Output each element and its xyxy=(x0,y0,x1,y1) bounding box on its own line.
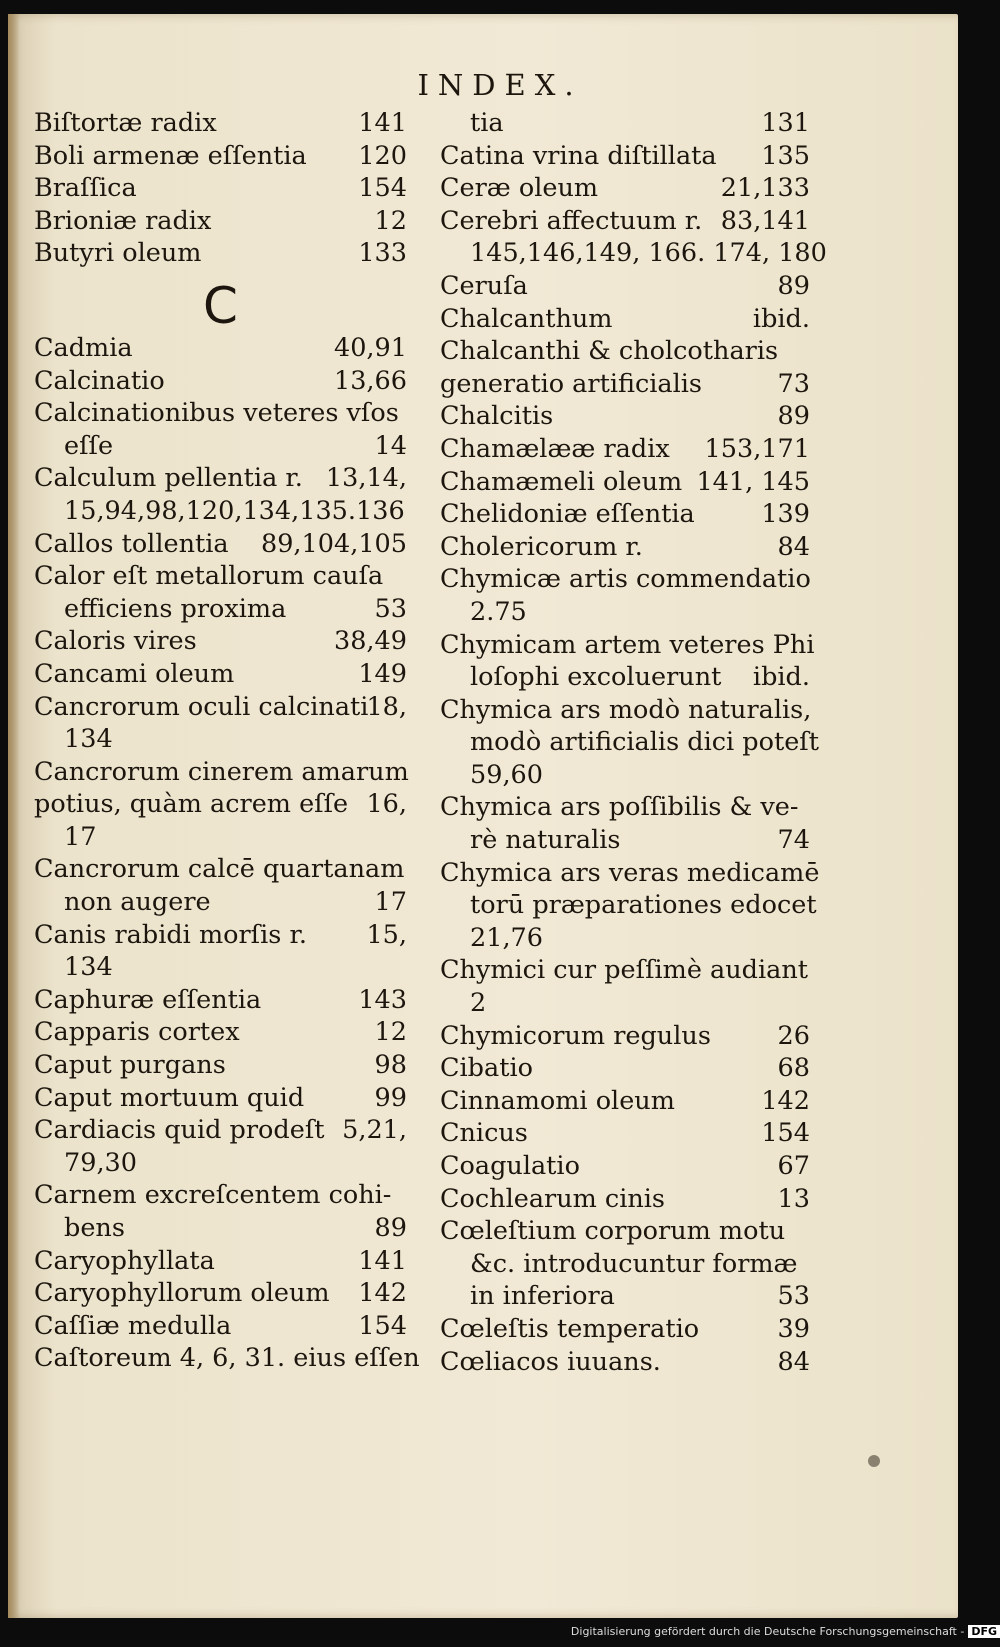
entry-page-numbers: 84 xyxy=(777,531,810,562)
index-entry xyxy=(34,237,407,270)
index-entry xyxy=(440,466,810,499)
entry-term: 134 xyxy=(64,724,113,755)
entry-term: Chalcitis xyxy=(440,401,554,432)
entry-page-numbers: 83,141 xyxy=(720,205,810,236)
entry-page-numbers: 84 xyxy=(777,1346,810,1377)
index-entry xyxy=(34,172,407,205)
entry-term: Chymicam artem veteres Phi xyxy=(440,629,815,660)
entry-term: Ceruſa xyxy=(440,270,528,301)
entry-term: torū præparationes edocet xyxy=(470,890,817,921)
entry-term: Cadmia xyxy=(34,332,133,363)
index-entry xyxy=(440,1183,810,1216)
entry-term: 2 xyxy=(470,988,487,1019)
index-entry xyxy=(34,821,407,854)
entry-term: Chamæmeli oleum xyxy=(440,466,683,497)
index-entry xyxy=(440,368,810,401)
entry-term: non augere xyxy=(64,887,211,918)
entry-term: Caſſiæ medulla xyxy=(34,1310,232,1341)
index-entry xyxy=(34,625,407,658)
entry-term: Ceræ oleum xyxy=(440,173,599,204)
entry-term: Chelidoniæ eſſentia xyxy=(440,499,695,530)
index-entry xyxy=(34,756,407,789)
entry-term: 21,76 xyxy=(470,922,544,953)
index-entry xyxy=(440,629,815,662)
entry-page-numbers: 98 xyxy=(374,1050,407,1081)
entry-page-numbers: 141, 145 xyxy=(696,466,810,497)
entry-page-numbers: 40,91 xyxy=(333,332,407,363)
entry-term: Boli armenæ eſſentia xyxy=(34,140,307,171)
entry-term: Chymica ars modò naturalis, xyxy=(440,694,812,725)
index-entry xyxy=(440,140,810,173)
entry-term: Braſſica xyxy=(34,173,137,204)
entry-page-numbers: 141 xyxy=(358,108,407,138)
entry-page-numbers: 154 xyxy=(358,173,407,204)
entry-term: 15,94,98,120,134,135.136 xyxy=(64,495,405,526)
entry-term: Cœliacos iuuans. xyxy=(440,1346,661,1377)
entry-page-numbers: 120 xyxy=(358,140,407,171)
entry-term: Cancrorum calcē quartanam xyxy=(34,854,405,885)
index-entry xyxy=(440,205,810,238)
index-entry xyxy=(440,400,810,433)
index-entry xyxy=(34,1049,407,1082)
entry-term: Brioniæ radix xyxy=(34,205,212,236)
entry-page-numbers: 73 xyxy=(777,368,810,399)
entry-term: Caput purgans xyxy=(34,1050,226,1081)
index-entry xyxy=(34,560,407,593)
entry-page-numbers: 21,133 xyxy=(720,173,810,204)
entry-page-numbers: 131 xyxy=(761,108,810,138)
index-entry xyxy=(34,691,407,724)
index-entry xyxy=(440,1248,810,1281)
index-entry xyxy=(34,951,407,984)
entry-term: Chymica ars poſſibilis & ve- xyxy=(440,792,799,823)
index-entry xyxy=(440,172,810,205)
entry-term: Chamælææ radix xyxy=(440,433,670,464)
entry-term: Cancrorum oculi calcinati xyxy=(34,691,369,722)
entry-term: Butyri oleum xyxy=(34,238,202,269)
entry-term: Chymicæ artis commendatio xyxy=(440,564,811,595)
entry-term: Caryophyllata xyxy=(34,1245,215,1276)
entry-term: Caloris vires xyxy=(34,626,197,657)
entry-term: 79,30 xyxy=(64,1147,138,1178)
index-entry xyxy=(440,1215,810,1248)
index-entry xyxy=(34,919,407,952)
index-entry xyxy=(440,107,810,140)
left-index-column xyxy=(34,107,420,1375)
entry-term: Cnicus xyxy=(440,1118,528,1149)
entry-page-numbers: 53 xyxy=(374,593,407,624)
entry-term: bens xyxy=(64,1213,125,1243)
index-entry xyxy=(440,694,810,727)
index-entry xyxy=(34,1114,407,1147)
entry-term: Calcinationibus veteres vſos xyxy=(34,398,399,429)
index-entry xyxy=(34,886,407,919)
entry-term: Cerebri affectuum r. xyxy=(440,205,703,236)
index-entry xyxy=(34,1016,407,1049)
entry-page-numbers: 142 xyxy=(761,1085,810,1116)
index-entry xyxy=(440,531,810,564)
index-entry xyxy=(34,593,407,626)
index-entry xyxy=(34,1212,407,1245)
entry-page-numbers: 154 xyxy=(761,1118,810,1149)
entry-term: Chalcanthi & cholcotharis xyxy=(440,336,779,367)
index-entry xyxy=(34,1245,407,1278)
entry-page-numbers: 12 xyxy=(374,1017,407,1048)
entry-page-numbers: ibid. xyxy=(752,303,810,334)
entry-term: generatio artificialis xyxy=(440,368,703,399)
index-entry xyxy=(440,335,810,368)
entry-term: Cancami oleum xyxy=(34,658,235,689)
entry-page-numbers: 149 xyxy=(358,658,407,689)
entry-page-numbers: 89 xyxy=(374,1213,407,1243)
index-entry xyxy=(34,1310,407,1343)
index-entry xyxy=(34,107,407,140)
index-entry xyxy=(34,1147,407,1180)
entry-term: Cholericorum r. xyxy=(440,531,643,562)
index-entry xyxy=(440,596,810,629)
index-entry xyxy=(34,140,407,173)
page-header: INDEX. xyxy=(417,68,583,102)
entry-page-numbers: 141 xyxy=(358,1245,407,1276)
entry-term: Carnem excreſcentem cohi- xyxy=(34,1180,392,1211)
index-entry xyxy=(34,1179,407,1212)
entry-term: Calculum pellentia r. xyxy=(34,463,303,494)
entry-term: eſſe xyxy=(64,430,114,461)
entry-page-numbers: 135 xyxy=(761,140,810,171)
index-entry xyxy=(440,987,810,1020)
index-entry xyxy=(34,1082,407,1115)
entry-page-numbers: 143 xyxy=(358,984,407,1015)
entry-term: Caput mortuum quid xyxy=(34,1082,305,1113)
page-spine-shadow xyxy=(8,14,20,1618)
index-entry xyxy=(440,1313,810,1346)
footer-credit xyxy=(0,1625,1000,1638)
index-entry xyxy=(34,430,407,463)
entry-term: Calcinatio xyxy=(34,365,165,396)
entry-term: tia xyxy=(470,108,504,138)
entry-term: 134 xyxy=(64,952,113,983)
entry-term: potius, quàm acrem eſſe xyxy=(34,789,349,820)
index-entry xyxy=(34,658,407,691)
entry-page-numbers: 5,21, xyxy=(342,1115,407,1146)
entry-term: Cœleſtis temperatio xyxy=(440,1313,700,1344)
index-entry xyxy=(34,462,407,495)
dfg-logo: DFG xyxy=(968,1625,1000,1638)
index-entry xyxy=(440,1280,810,1313)
entry-term: Calor eſt metallorum cauſa xyxy=(34,561,384,592)
index-entry xyxy=(34,984,407,1017)
entry-page-numbers: 133 xyxy=(358,238,407,269)
entry-page-numbers: 68 xyxy=(777,1053,810,1084)
entry-page-numbers: 139 xyxy=(761,499,810,530)
entry-term: &c. introducuntur formæ xyxy=(470,1248,798,1279)
index-entry xyxy=(440,1117,810,1150)
entry-term: Cibatio xyxy=(440,1053,533,1084)
entry-term: Cinnamomi oleum xyxy=(440,1085,675,1116)
entry-page-numbers: 18, xyxy=(366,691,407,722)
entry-page-numbers: 142 xyxy=(358,1278,407,1309)
entry-term: Chymicorum regulus xyxy=(440,1020,711,1051)
index-entry xyxy=(34,853,407,886)
index-entry xyxy=(440,1052,810,1085)
index-entry xyxy=(34,788,407,821)
entry-page-numbers: 89,104,105 xyxy=(260,528,407,559)
entry-term: loſophi excoluerunt xyxy=(470,662,722,693)
entry-term: Biſtortæ radix xyxy=(34,108,217,138)
index-entry xyxy=(440,791,810,824)
entry-term: Canis rabidi morſis r. xyxy=(34,919,307,950)
index-entry xyxy=(34,1277,407,1310)
entry-page-numbers: 89 xyxy=(777,401,810,432)
entry-page-numbers: 13 xyxy=(777,1183,810,1214)
index-entry xyxy=(440,889,817,922)
entry-page-numbers: 14 xyxy=(374,430,407,461)
entry-page-numbers: 12 xyxy=(374,205,407,236)
entry-page-numbers: 99 xyxy=(374,1082,407,1113)
entry-term: Callos tollentia xyxy=(34,528,229,559)
index-entry xyxy=(440,498,810,531)
index-entry xyxy=(34,332,407,365)
entry-term: 145,146,149, 166. 174, 180 xyxy=(470,238,827,269)
right-index-column xyxy=(440,107,827,1378)
index-entry xyxy=(440,661,810,694)
entry-term: Caryophyllorum oleum xyxy=(34,1278,330,1309)
entry-page-numbers: 17 xyxy=(374,887,407,918)
index-entry xyxy=(34,365,407,398)
index-entry xyxy=(440,759,810,792)
entry-term: Chalcanthum xyxy=(440,303,613,334)
entry-term: Caſtoreum 4, 6, 31. eius eſſen xyxy=(34,1343,420,1374)
entry-term: Catina vrina diſtillata xyxy=(440,140,717,171)
index-entry xyxy=(440,303,810,336)
index-entry xyxy=(440,857,820,890)
entry-page-numbers: 53 xyxy=(777,1281,810,1312)
index-entry xyxy=(34,397,407,430)
index-entry xyxy=(440,1346,810,1379)
entry-term: 2.75 xyxy=(470,596,527,627)
entry-term: Cardiacis quid prodeſt xyxy=(34,1115,325,1146)
entry-term: Capparis cortex xyxy=(34,1017,240,1048)
index-entry xyxy=(440,954,810,987)
index-entry xyxy=(440,433,810,466)
ink-spot xyxy=(868,1455,880,1467)
index-entry xyxy=(440,726,819,759)
entry-page-numbers: 26 xyxy=(777,1020,810,1051)
entry-term: Cœleſtium corporum motu xyxy=(440,1216,786,1247)
entry-term: Caphuræ eſſentia xyxy=(34,984,262,1015)
index-entry xyxy=(34,528,407,561)
entry-page-numbers: 39 xyxy=(777,1313,810,1344)
entry-term: modò artificialis dici poteſt xyxy=(470,727,819,758)
entry-term: in inferiora xyxy=(470,1281,615,1312)
section-letter: C xyxy=(203,276,238,335)
entry-term: efficiens proxima xyxy=(64,593,287,624)
index-entry xyxy=(34,495,407,528)
entry-page-numbers: 38,49 xyxy=(333,626,407,657)
index-entry xyxy=(440,824,810,857)
entry-page-numbers: 16, xyxy=(366,789,407,820)
entry-page-numbers: 74 xyxy=(777,825,810,856)
entry-page-numbers: 13,66 xyxy=(333,365,407,396)
index-entry xyxy=(34,1342,420,1375)
entry-term: 17 xyxy=(64,821,97,852)
index-entry xyxy=(34,205,407,238)
entry-page-numbers: 67 xyxy=(777,1151,810,1181)
index-entry xyxy=(440,563,810,596)
entry-term: rè naturalis xyxy=(470,825,621,856)
index-entry xyxy=(440,1020,810,1053)
index-entry xyxy=(440,1085,810,1118)
entry-term: 59,60 xyxy=(470,759,544,790)
index-entry xyxy=(34,723,407,756)
entry-term: Cancrorum cinerem amarum xyxy=(34,756,409,787)
entry-page-numbers: 15, xyxy=(366,919,407,950)
entry-term: Chymica ars veras medicamē xyxy=(440,857,820,888)
entry-page-numbers: 153,171 xyxy=(704,433,810,464)
index-entry xyxy=(440,237,827,270)
entry-term: Chymici cur peſſimè audiant xyxy=(440,955,809,986)
entry-term: Cochlearum cinis xyxy=(440,1183,666,1214)
entry-term: Coagulatio xyxy=(440,1151,580,1181)
entry-page-numbers: 89 xyxy=(777,270,810,301)
index-entry xyxy=(440,922,810,955)
index-entry xyxy=(440,1150,810,1183)
entry-page-numbers: 13,14, xyxy=(325,463,407,494)
index-entry xyxy=(440,270,810,303)
entry-page-numbers: 154 xyxy=(358,1310,407,1341)
footer-text: Digitalisierung gefördert durch die Deutsche Forschungsgemeinschaft - xyxy=(570,1625,965,1638)
entry-page-numbers: ibid. xyxy=(752,662,810,693)
